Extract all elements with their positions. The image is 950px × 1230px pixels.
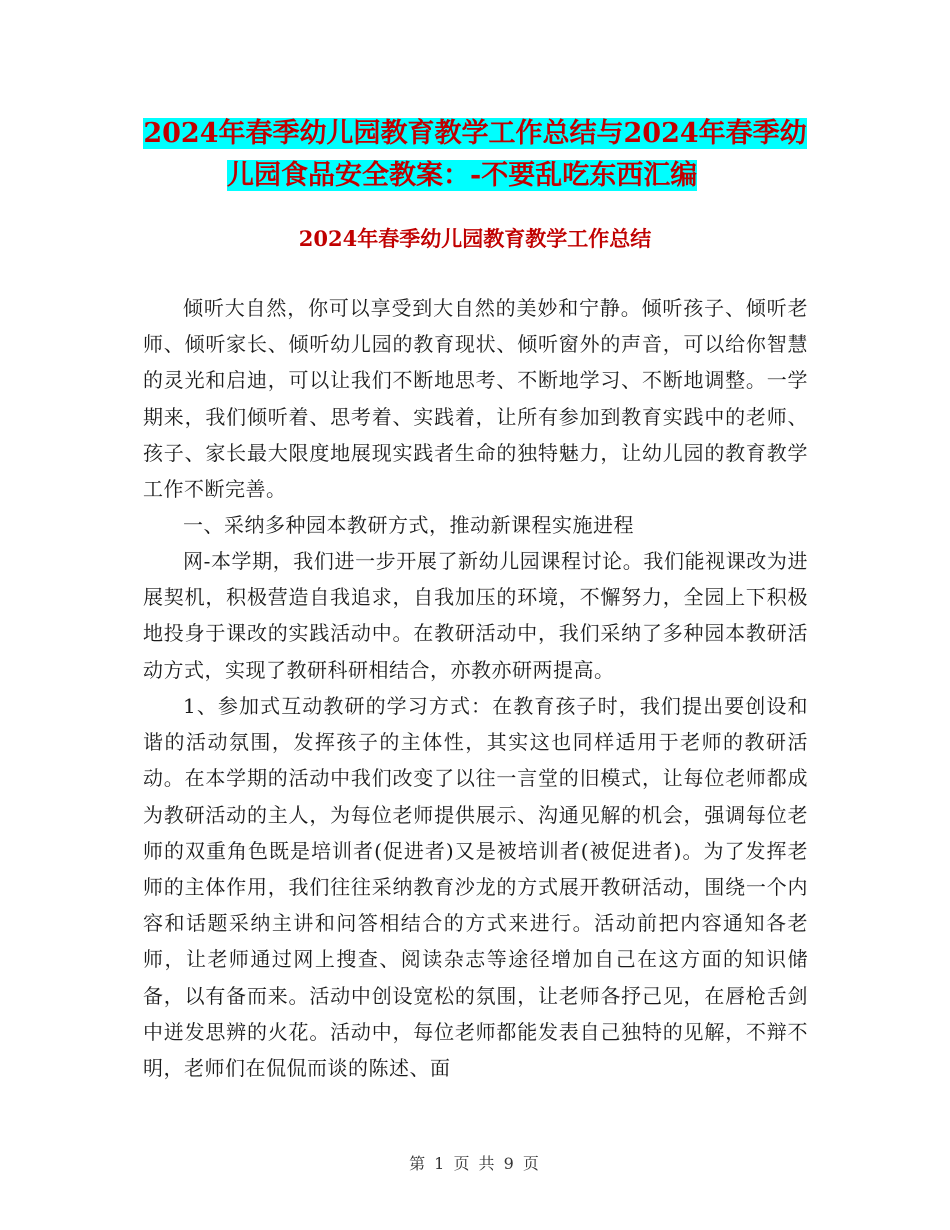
document-title-line-1 bbox=[0, 111, 950, 157]
paragraph-heading-1: 一、采纳多种园本教研方式，推动新课程实施进程 bbox=[183, 513, 634, 537]
document-title-line-2 bbox=[227, 153, 927, 199]
paragraph-intro: 倾听大自然，你可以享受到大自然的美妙和宁静。倾听孩子、倾听老师、倾听家长、倾听幼儿园的教育现状、倾听窗外的声音，可以给你智慧的灵光和启迪，可以让我们不断地思考、不断地学习、不断地调整。一学期来，我们倾听着、思考着、实践着，让所有参加到教育实践中的老师、孩子、家长最大限度地展现实践者生命的独特魅力，让幼儿园的教育教学工作不断完善。 bbox=[143, 296, 808, 502]
paragraph-method-1: 1、参加式互动教研的学习方式：在教育孩子时，我们提出要创设和谐的活动氛围，发挥孩子的主体性，其实这也同样适用于老师的教研活动。在本学期的活动中我们改变了以往一言堂的旧模式，让每位老师都成为教研活动的主人，为每位老师提供展示、沟通见解的机会，强调每位老师的双重角色既是培训者(促进者)又是被培训者(被促进者)。为了发挥老师的主体作用，我们往往采纳教育沙龙的方式展开教研活动，围绕一个内容和话题采纳主讲和问答相结合的方式来进行。活动前把内容通知各老师，让老师通过网上搜查、阅读杂志等途径增加自己在这方面的知识储备，以有备而来。活动中创设宽松的氛围，让老师各抒己见，在唇枪舌剑中迸发思辨的火花。活动中，每位老师都能发表自己独特的见解，不辩不明，老师们在侃侃而谈的陈述、面 bbox=[143, 694, 808, 1081]
paragraph-research: 网-本学期，我们进一步开展了新幼儿园课程讨论。我们能视课改为进展契机，积极营造自我追求，自我加压的环境，不懈努力，全园上下积极地投身于课改的实践活动中。在教研活动中，我们采纳了多种园本教研活动方式，实现了教研科研相结合，亦教亦研两提高。 bbox=[143, 549, 808, 682]
section-title: 2024年春季幼儿园教育教学工作总结 bbox=[298, 226, 652, 251]
highlighted-title-text-1: 2024年春季幼儿园教育教学工作总结与2024年春季幼 bbox=[143, 118, 807, 149]
page-number-footer: 第 1 页 共 9 页 bbox=[409, 1154, 541, 1173]
highlighted-title-text-2: 儿园食品安全教案：-不要乱吃东西汇编 bbox=[227, 160, 698, 191]
